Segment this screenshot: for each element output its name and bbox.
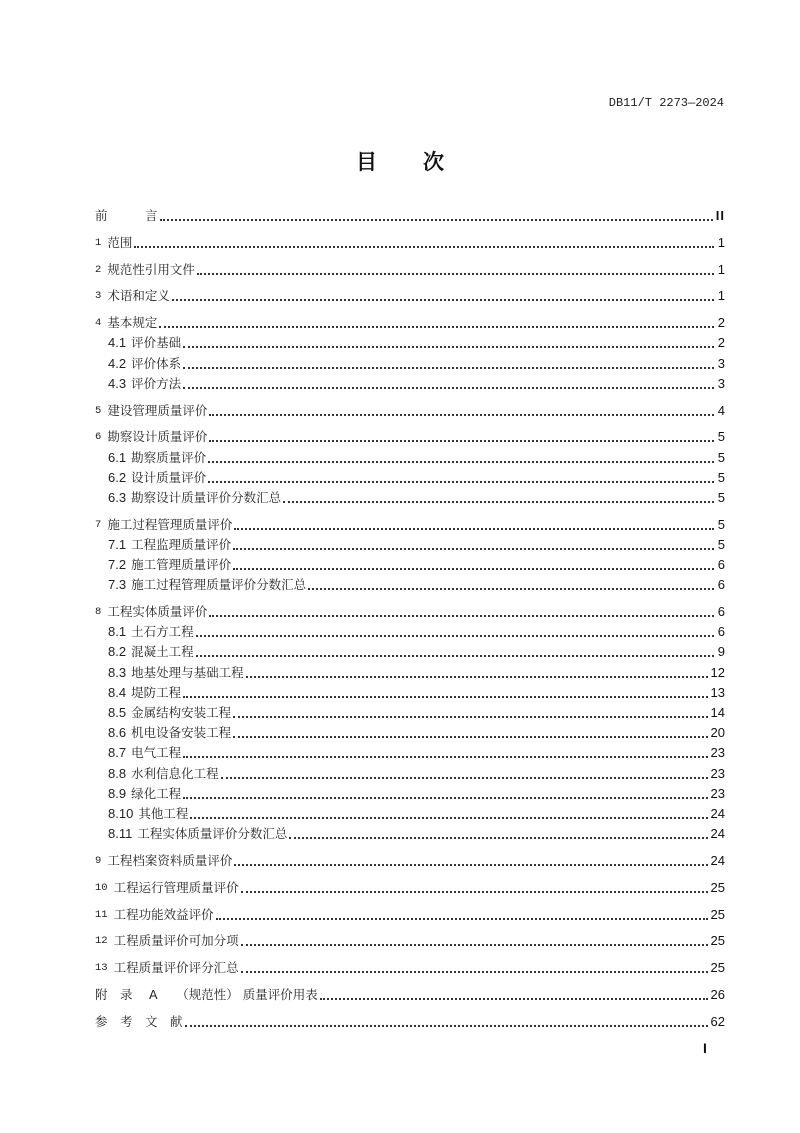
toc-page: 14 [710, 705, 725, 720]
toc-entry-6[interactable] [95, 427, 725, 447]
toc-number: 9 [95, 854, 102, 867]
dot-leader [185, 1025, 708, 1027]
toc-label: 评价基础 [131, 335, 182, 351]
toc-label: 土石方工程 [131, 624, 194, 640]
dot-leader [209, 615, 714, 617]
toc-label: 工程质量评价评分汇总 [113, 960, 239, 976]
toc-page: 6 [717, 577, 725, 593]
table-of-contents [95, 206, 725, 1032]
toc-number: 7.2 [108, 557, 127, 573]
toc-label: 建设管理质量评价 [107, 402, 208, 418]
toc-number: 12 [95, 935, 108, 948]
toc-number: 8.11 [108, 826, 133, 842]
toc-label: 规范性引用文件 [107, 261, 195, 277]
dot-leader [196, 635, 714, 637]
toc-entry-7-3[interactable] [95, 575, 725, 595]
toc-page: 3 [717, 355, 725, 371]
toc-label: 勘察设计质量评价分数汇总 [131, 489, 282, 505]
toc-number: 8.7 [108, 745, 127, 761]
toc-label: 工程实体质量评价 [107, 604, 208, 620]
toc-entry-8-11[interactable] [95, 824, 725, 844]
toc-number: 8.5 [108, 705, 127, 720]
dot-leader [241, 944, 708, 946]
toc-number: 8.8 [108, 765, 127, 781]
toc-number: 8.6 [108, 725, 127, 741]
toc-label: 术语和定义 [107, 288, 170, 304]
toc-label: 参 考 文 献 [95, 1013, 183, 1029]
toc-page: 6 [717, 624, 725, 640]
toc-page: 6 [717, 557, 725, 573]
toc-entry-10[interactable] [95, 878, 725, 898]
dot-leader [208, 481, 714, 483]
toc-number: 4 [95, 317, 102, 330]
toc-entry-8-10[interactable] [95, 804, 725, 824]
dot-leader [320, 998, 708, 1000]
toc-entry-5[interactable] [95, 401, 725, 421]
toc-page: 2 [717, 315, 725, 331]
toc-number: 2 [95, 263, 102, 276]
toc-label: 工程档案资料质量评价 [107, 852, 233, 868]
toc-entry-8-2[interactable] [95, 642, 725, 662]
toc-label: 工程功能效益评价 [113, 906, 214, 922]
toc-number: 8.1 [108, 624, 127, 640]
toc-page: 5 [717, 489, 725, 505]
dot-leader [241, 971, 708, 973]
toc-label: 基本规定 [107, 315, 158, 331]
toc-page: 25 [710, 960, 725, 976]
toc-label: 附 录 A （规范性） 质量评价用表 [95, 986, 318, 1002]
toc-page: 23 [710, 785, 725, 801]
toc-entry-7[interactable] [95, 515, 725, 535]
dot-leader [183, 696, 707, 698]
toc-entry-8-5[interactable] [95, 703, 725, 723]
toc-entry-4[interactable] [95, 313, 725, 333]
toc-label: 金属结构安装工程 [131, 705, 232, 720]
title-char-1: 目 [356, 150, 377, 174]
toc-label: 地基处理与基础工程 [131, 664, 244, 680]
page-title [0, 146, 800, 176]
dot-leader [160, 219, 713, 221]
dot-leader [308, 588, 714, 590]
toc-number: 5 [95, 404, 102, 417]
toc-number: 6.2 [108, 469, 127, 485]
toc-page: 5 [717, 429, 725, 445]
toc-entry-appendix-a[interactable] [95, 985, 725, 1005]
toc-number: 4.2 [108, 355, 127, 371]
dot-leader [246, 676, 708, 678]
toc-entry-9[interactable] [95, 851, 725, 871]
toc-label: 施工管理质量评价 [131, 557, 232, 573]
toc-page: 25 [710, 906, 725, 922]
toc-entry-6-1[interactable] [95, 447, 725, 467]
dot-leader [289, 837, 707, 839]
toc-label: 其他工程 [138, 805, 189, 821]
toc-page: 6 [717, 604, 725, 620]
toc-number: 1 [95, 236, 102, 249]
toc-entry-12[interactable] [95, 931, 725, 951]
toc-number: 6 [95, 431, 102, 444]
toc-number: 10 [95, 881, 108, 894]
dot-leader [216, 918, 708, 920]
toc-number: 7.3 [108, 577, 127, 593]
dot-leader [283, 501, 714, 503]
dot-leader [241, 891, 708, 893]
toc-entry-6-3[interactable] [95, 488, 725, 508]
toc-entry-4-3[interactable] [95, 374, 725, 394]
toc-entry-8-7[interactable] [95, 743, 725, 763]
toc-number: 8.10 [108, 805, 134, 821]
toc-label: 机电设备安装工程 [131, 725, 232, 741]
toc-entry-8-1[interactable] [95, 622, 725, 642]
toc-label: 绿化工程 [131, 785, 182, 801]
title-char-2: 次 [423, 150, 444, 174]
dot-leader [233, 736, 707, 738]
toc-label: 勘察质量评价 [131, 449, 207, 465]
toc-entry-13[interactable] [95, 958, 725, 978]
toc-number: 8.4 [108, 684, 127, 700]
toc-entry-8-9[interactable] [95, 784, 725, 804]
toc-entry-8-8[interactable] [95, 763, 725, 783]
dot-leader [190, 817, 707, 819]
toc-page: II [715, 208, 725, 223]
toc-entry-preface[interactable] [95, 206, 725, 226]
toc-label: 工程监理质量评价 [131, 536, 232, 552]
dot-leader [183, 797, 707, 799]
dot-leader [159, 326, 714, 328]
toc-page: 12 [710, 664, 725, 680]
dot-leader [208, 461, 714, 463]
toc-number: 7 [95, 518, 102, 531]
toc-label: 评价体系 [131, 355, 182, 371]
dot-leader [221, 777, 708, 779]
toc-number: 8.2 [108, 644, 127, 660]
toc-number: 8.9 [108, 785, 127, 801]
toc-label: 设计质量评价 [131, 469, 207, 485]
toc-page: 13 [710, 684, 725, 700]
toc-page: 1 [717, 288, 725, 304]
toc-page: 25 [710, 933, 725, 949]
toc-entry-8[interactable] [95, 602, 725, 622]
dot-leader [197, 273, 714, 275]
dot-leader [234, 528, 714, 530]
toc-page: 5 [717, 449, 725, 465]
toc-entry-11[interactable] [95, 905, 725, 925]
toc-page: 25 [710, 879, 725, 895]
toc-page: 9 [717, 644, 725, 660]
toc-entry-8-6[interactable] [95, 723, 725, 743]
toc-page: 3 [717, 375, 725, 391]
toc-entry-4-1[interactable] [95, 333, 725, 353]
toc-page: 5 [717, 516, 725, 532]
toc-entry-7-1[interactable] [95, 535, 725, 555]
toc-number: 4.1 [108, 335, 127, 351]
toc-number: 8.3 [108, 664, 127, 680]
toc-entry-6-2[interactable] [95, 468, 725, 488]
dot-leader [209, 440, 714, 442]
dot-leader [234, 864, 707, 866]
toc-label: 混凝土工程 [131, 644, 194, 660]
document-code: DB11/T 2273—2024 [608, 96, 724, 110]
toc-page: 2 [717, 335, 725, 351]
dot-leader [172, 299, 714, 301]
toc-page: 24 [710, 826, 725, 842]
footer-page-number: I [703, 1040, 707, 1056]
toc-page: 62 [710, 1013, 725, 1029]
toc-number: 13 [95, 962, 108, 975]
dot-leader [196, 655, 714, 657]
toc-page: 23 [710, 765, 725, 781]
toc-entry-8-4[interactable] [95, 683, 725, 703]
toc-label: 工程质量评价可加分项 [113, 933, 239, 949]
toc-entry-3[interactable] [95, 286, 725, 306]
toc-page: 4 [717, 402, 725, 418]
toc-entry-bibliography[interactable] [95, 1012, 725, 1032]
toc-number: 6.3 [108, 489, 127, 505]
toc-label: 勘察设计质量评价 [107, 429, 208, 445]
toc-label: 堤防工程 [131, 684, 182, 700]
toc-number: 3 [95, 290, 102, 303]
toc-label: 范围 [107, 234, 133, 250]
dot-leader [233, 716, 707, 718]
dot-leader [233, 548, 714, 550]
toc-label: 施工过程管理质量评价分数汇总 [131, 577, 307, 593]
dot-leader [233, 568, 714, 570]
toc-label: 前 言 [95, 208, 158, 223]
dot-leader [209, 414, 714, 416]
toc-page: 1 [717, 234, 725, 250]
toc-number: 11 [95, 908, 108, 921]
toc-page: 20 [710, 725, 725, 741]
toc-label: 电气工程 [131, 745, 182, 761]
toc-entry-7-2[interactable] [95, 555, 725, 575]
dot-leader [134, 246, 714, 248]
toc-page: 5 [717, 469, 725, 485]
toc-label: 工程运行管理质量评价 [113, 879, 239, 895]
dot-leader [183, 756, 707, 758]
toc-number: 8 [95, 606, 102, 619]
toc-page: 23 [710, 745, 725, 761]
toc-entry-8-3[interactable] [95, 662, 725, 682]
toc-page: 5 [717, 536, 725, 552]
toc-number: 7.1 [108, 536, 127, 552]
toc-entry-1[interactable] [95, 233, 725, 253]
toc-page: 26 [710, 986, 725, 1002]
dot-leader [183, 367, 714, 369]
toc-label: 评价方法 [131, 375, 182, 391]
toc-number: 6.1 [108, 449, 127, 465]
toc-page: 24 [710, 852, 725, 868]
toc-number: 4.3 [108, 375, 127, 391]
toc-entry-2[interactable] [95, 260, 725, 280]
dot-leader [183, 387, 714, 389]
toc-page: 1 [717, 261, 725, 277]
toc-entry-4-2[interactable] [95, 353, 725, 373]
toc-label: 工程实体质量评价分数汇总 [137, 826, 288, 842]
toc-label: 水利信息化工程 [131, 765, 219, 781]
toc-page: 24 [710, 805, 725, 821]
toc-label: 施工过程管理质量评价 [107, 516, 233, 532]
dot-leader [183, 346, 714, 348]
